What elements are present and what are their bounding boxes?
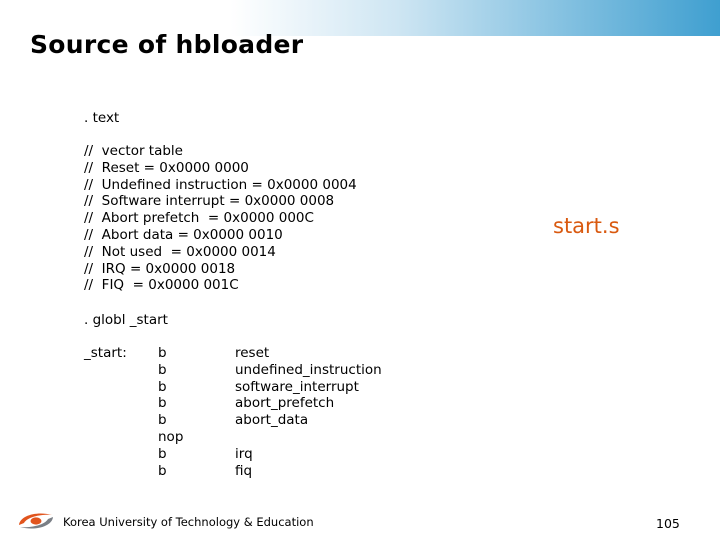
instruction: b: [158, 412, 167, 429]
comment-line: // Abort prefetch = 0x0000 000C: [84, 210, 314, 227]
filename-label: start.s: [553, 214, 620, 238]
comment-line: // Software interrupt = 0x0000 0008: [84, 193, 335, 210]
comment-line: // Not used = 0x0000 0014: [84, 243, 276, 260]
page-number: 105: [656, 516, 680, 531]
branch-target: fiq: [235, 462, 253, 479]
branch-target: reset: [235, 345, 270, 361]
slide-title: Source of hbloader: [30, 30, 304, 59]
vector-table-comments: [84, 143, 357, 294]
branch-target: software_interrupt: [235, 378, 359, 395]
footer-institution: Korea University of Technology & Education: [63, 515, 314, 529]
branch-target: abort_data: [235, 412, 309, 429]
text-section-directive: . text: [84, 110, 120, 126]
instruction: nop: [158, 428, 184, 445]
comment-line: // vector table: [84, 143, 183, 159]
instruction: b: [158, 462, 167, 479]
instruction: b: [158, 345, 167, 361]
branch-target: undefined_instruction: [235, 361, 382, 378]
comment-line: // Undefined instruction = 0x0000 0004: [84, 176, 357, 193]
globl-directive: . globl _start: [84, 312, 168, 328]
comment-line: // Reset = 0x0000 0000: [84, 159, 249, 176]
instruction: b: [158, 395, 167, 412]
comment-line: // FIQ = 0x0000 001C: [84, 277, 239, 294]
comment-line: // IRQ = 0x0000 0018: [84, 260, 236, 277]
branch-target: abort_prefetch: [235, 395, 335, 412]
argument-column: [235, 345, 382, 479]
branch-target: [235, 429, 382, 446]
instruction-column: [158, 345, 183, 479]
instruction: b: [158, 378, 167, 395]
instruction: b: [158, 445, 167, 462]
branch-target: irq: [235, 445, 253, 462]
start-label: _start:: [84, 345, 127, 361]
instruction: b: [158, 361, 167, 378]
university-logo-icon: [16, 510, 56, 532]
comment-line: // Abort data = 0x0000 0010: [84, 226, 283, 243]
